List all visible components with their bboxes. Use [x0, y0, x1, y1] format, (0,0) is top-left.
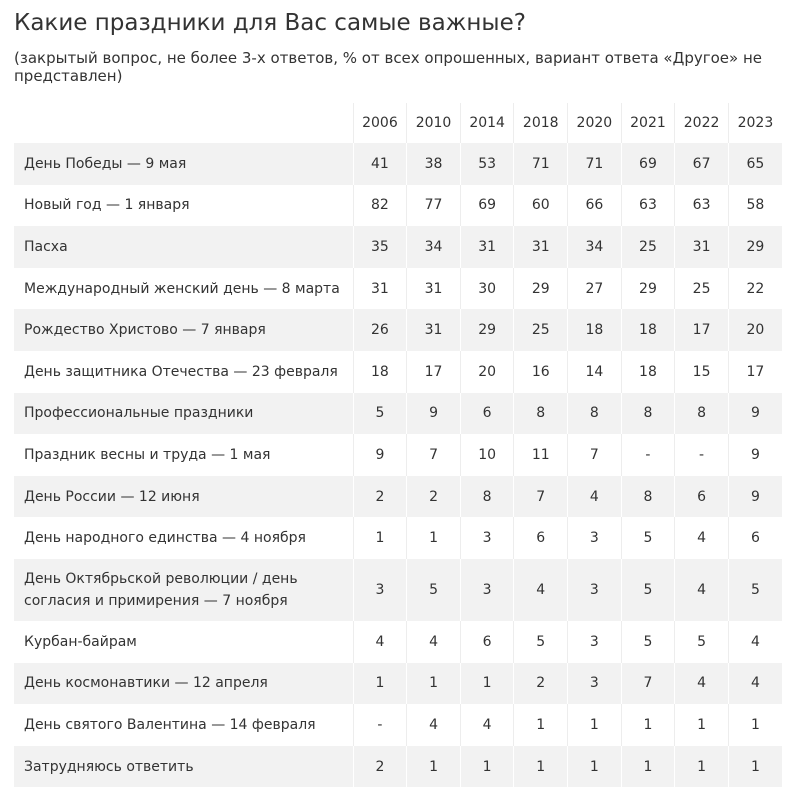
value-cell: 1: [460, 746, 514, 788]
value-cell: 17: [407, 351, 461, 393]
value-cell: 3: [460, 559, 514, 621]
table-row: [14, 143, 782, 185]
value-cell: 34: [407, 226, 461, 268]
row-label: Праздник весны и труда — 1 мая: [14, 434, 353, 476]
value-cell: 1: [353, 663, 407, 705]
value-cell: 5: [728, 559, 782, 621]
value-cell: 9: [728, 393, 782, 435]
value-cell: 1: [514, 704, 568, 746]
value-cell: 3: [568, 621, 622, 663]
value-cell: 27: [568, 268, 622, 310]
value-cell: 29: [621, 268, 675, 310]
page-subtitle: (закрытый вопрос, не более 3-х ответов, % от всех опрошенных, вариант ответа «Другое» не представлен): [14, 49, 762, 85]
value-cell: 4: [568, 476, 622, 518]
table-body: [14, 143, 782, 787]
value-cell: 7: [407, 434, 461, 476]
table-row: [14, 351, 782, 393]
value-cell: 10: [460, 434, 514, 476]
value-cell: 53: [460, 143, 514, 185]
row-label: День Победы — 9 мая: [14, 143, 353, 185]
value-cell: 3: [568, 663, 622, 705]
value-cell: 31: [460, 226, 514, 268]
row-label: Новый год — 1 января: [14, 185, 353, 227]
value-cell: 30: [460, 268, 514, 310]
value-cell: 4: [460, 704, 514, 746]
column-header-year: 2006: [353, 103, 407, 143]
value-cell: 5: [675, 621, 729, 663]
value-cell: 1: [675, 704, 729, 746]
value-cell: -: [353, 704, 407, 746]
value-cell: 4: [675, 517, 729, 559]
value-cell: 1: [621, 704, 675, 746]
value-cell: 8: [675, 393, 729, 435]
value-cell: 18: [568, 309, 622, 351]
row-label: День народного единства — 4 ноября: [14, 517, 353, 559]
column-header-year: 2014: [460, 103, 514, 143]
table-row: [14, 434, 782, 476]
value-cell: 17: [728, 351, 782, 393]
header-label-cell: [14, 103, 353, 143]
column-header-year: 2021: [621, 103, 675, 143]
value-cell: 4: [514, 559, 568, 621]
value-cell: 18: [621, 351, 675, 393]
value-cell: 8: [514, 393, 568, 435]
value-cell: 5: [621, 517, 675, 559]
value-cell: 3: [460, 517, 514, 559]
value-cell: 5: [353, 393, 407, 435]
value-cell: 25: [675, 268, 729, 310]
value-cell: 8: [621, 393, 675, 435]
value-cell: 20: [728, 309, 782, 351]
value-cell: 4: [407, 621, 461, 663]
value-cell: 8: [568, 393, 622, 435]
value-cell: 22: [728, 268, 782, 310]
value-cell: 17: [675, 309, 729, 351]
table-row: [14, 226, 782, 268]
value-cell: 31: [514, 226, 568, 268]
column-header-year: 2010: [407, 103, 461, 143]
table-row: [14, 621, 782, 663]
value-cell: -: [621, 434, 675, 476]
value-cell: 8: [621, 476, 675, 518]
value-cell: 2: [353, 476, 407, 518]
value-cell: 67: [675, 143, 729, 185]
value-cell: 4: [675, 559, 729, 621]
value-cell: 15: [675, 351, 729, 393]
column-header-year: 2023: [728, 103, 782, 143]
value-cell: 6: [460, 621, 514, 663]
value-cell: 31: [407, 309, 461, 351]
value-cell: 2: [514, 663, 568, 705]
value-cell: 29: [460, 309, 514, 351]
value-cell: 34: [568, 226, 622, 268]
row-label: День Октябрьской революции / день согласия и примирения — 7 ноября: [14, 559, 353, 621]
row-label: Международный женский день — 8 марта: [14, 268, 353, 310]
value-cell: 69: [621, 143, 675, 185]
column-header-year: 2022: [675, 103, 729, 143]
value-cell: 5: [621, 621, 675, 663]
value-cell: 35: [353, 226, 407, 268]
value-cell: 5: [621, 559, 675, 621]
value-cell: 69: [460, 185, 514, 227]
value-cell: 4: [728, 621, 782, 663]
value-cell: 58: [728, 185, 782, 227]
value-cell: 1: [568, 704, 622, 746]
value-cell: 29: [514, 268, 568, 310]
value-cell: 9: [728, 434, 782, 476]
table-row: [14, 746, 782, 788]
value-cell: 31: [407, 268, 461, 310]
row-label: Курбан-байрам: [14, 621, 353, 663]
value-cell: 26: [353, 309, 407, 351]
value-cell: 1: [407, 663, 461, 705]
table-row: [14, 393, 782, 435]
poll-table: [14, 103, 782, 787]
value-cell: 1: [728, 704, 782, 746]
table-row: [14, 704, 782, 746]
value-cell: 1: [514, 746, 568, 788]
table-header-row: [14, 103, 782, 143]
value-cell: -: [675, 434, 729, 476]
value-cell: 65: [728, 143, 782, 185]
value-cell: 71: [514, 143, 568, 185]
value-cell: 4: [728, 663, 782, 705]
value-cell: 41: [353, 143, 407, 185]
table-row: [14, 559, 782, 621]
value-cell: 11: [514, 434, 568, 476]
value-cell: 38: [407, 143, 461, 185]
table-row: [14, 663, 782, 705]
value-cell: 3: [568, 517, 622, 559]
value-cell: 1: [460, 663, 514, 705]
row-label: Затрудняюсь ответить: [14, 746, 353, 788]
value-cell: 7: [621, 663, 675, 705]
column-header-year: 2018: [514, 103, 568, 143]
value-cell: 6: [460, 393, 514, 435]
value-cell: 2: [407, 476, 461, 518]
row-label: День защитника Отечества — 23 февраля: [14, 351, 353, 393]
value-cell: 7: [568, 434, 622, 476]
value-cell: 20: [460, 351, 514, 393]
value-cell: 7: [514, 476, 568, 518]
value-cell: 5: [514, 621, 568, 663]
value-cell: 4: [675, 663, 729, 705]
value-cell: 60: [514, 185, 568, 227]
value-cell: 25: [621, 226, 675, 268]
table-row: [14, 185, 782, 227]
value-cell: 4: [353, 621, 407, 663]
value-cell: 5: [407, 559, 461, 621]
row-label: Рождество Христово — 7 января: [14, 309, 353, 351]
value-cell: 82: [353, 185, 407, 227]
table-row: [14, 309, 782, 351]
row-label: Пасха: [14, 226, 353, 268]
value-cell: 63: [621, 185, 675, 227]
value-cell: 3: [353, 559, 407, 621]
value-cell: 31: [675, 226, 729, 268]
row-label: День святого Валентина — 14 февраля: [14, 704, 353, 746]
row-label: Профессиональные праздники: [14, 393, 353, 435]
value-cell: 1: [407, 746, 461, 788]
value-cell: 31: [353, 268, 407, 310]
value-cell: 14: [568, 351, 622, 393]
value-cell: 3: [568, 559, 622, 621]
value-cell: 1: [728, 746, 782, 788]
value-cell: 6: [514, 517, 568, 559]
value-cell: 9: [353, 434, 407, 476]
value-cell: 1: [568, 746, 622, 788]
value-cell: 77: [407, 185, 461, 227]
row-label: День космонавтики — 12 апреля: [14, 663, 353, 705]
value-cell: 66: [568, 185, 622, 227]
value-cell: 4: [407, 704, 461, 746]
row-label: День России — 12 июня: [14, 476, 353, 518]
value-cell: 6: [728, 517, 782, 559]
value-cell: 9: [728, 476, 782, 518]
value-cell: 71: [568, 143, 622, 185]
table-row: [14, 268, 782, 310]
value-cell: 1: [353, 517, 407, 559]
value-cell: 16: [514, 351, 568, 393]
value-cell: 6: [675, 476, 729, 518]
table-row: [14, 517, 782, 559]
page-title: Какие праздники для Вас самые важные?: [14, 10, 526, 36]
value-cell: 2: [353, 746, 407, 788]
value-cell: 8: [460, 476, 514, 518]
value-cell: 1: [407, 517, 461, 559]
value-cell: 1: [675, 746, 729, 788]
value-cell: 18: [353, 351, 407, 393]
value-cell: 29: [728, 226, 782, 268]
value-cell: 63: [675, 185, 729, 227]
table-row: [14, 476, 782, 518]
value-cell: 9: [407, 393, 461, 435]
column-header-year: 2020: [568, 103, 622, 143]
value-cell: 18: [621, 309, 675, 351]
value-cell: 25: [514, 309, 568, 351]
value-cell: 1: [621, 746, 675, 788]
